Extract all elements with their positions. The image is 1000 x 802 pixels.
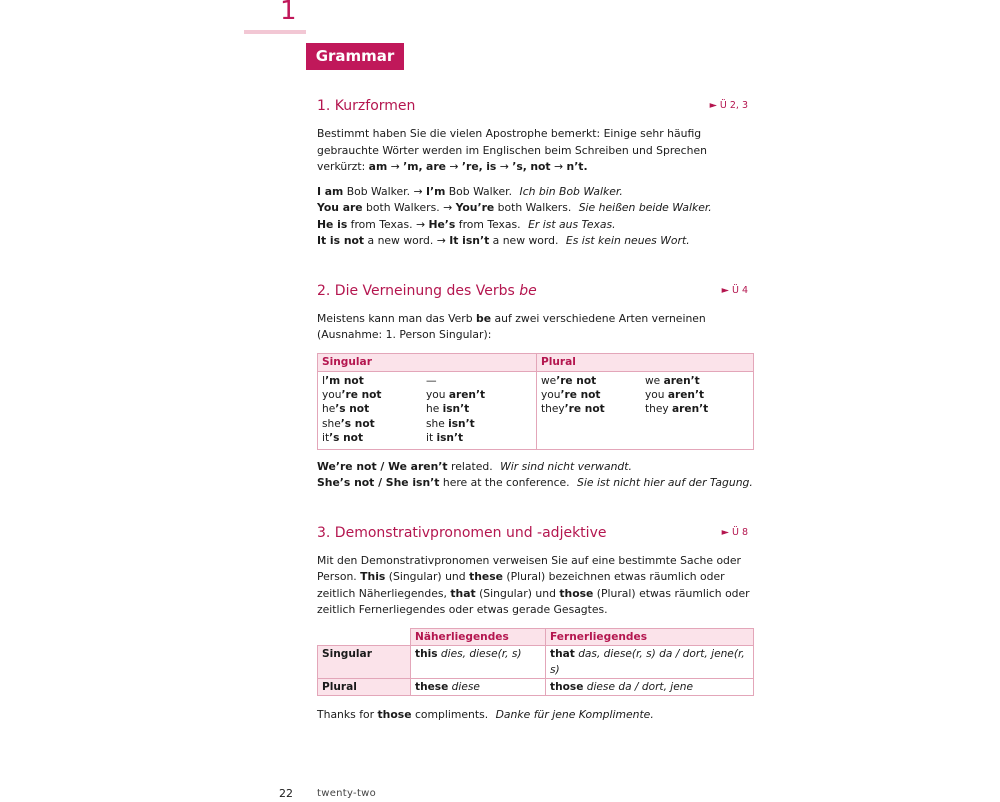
- table-cell: he isn’t: [426, 403, 470, 416]
- section-1-intro: Bestimmt haben Sie die vielen Apostrophe bemerkt: Einige sehr häufig gebrauchte Wörter werden im Englischen beim Schreiben und Sprechen verkürzt: am → ’m, are → ’re, is → ’s, not → n’t.: [317, 127, 707, 173]
- table-cell: that das, diese(r, s) da / dort, jene(r, s): [546, 645, 754, 678]
- page-number-words: twenty-two: [317, 788, 377, 799]
- be-negation-table: [317, 353, 754, 450]
- table-cell: she’s not: [322, 417, 375, 430]
- table-header-singular: Singular: [318, 353, 537, 371]
- section-3-exercise-ref: ► Ü 8: [721, 526, 748, 538]
- unit-number: 1: [280, 0, 297, 26]
- table-cell: you aren’t: [645, 388, 705, 401]
- example-line: It is not a new word. → It isn’t a new word. Es ist kein neues Wort.: [317, 234, 690, 247]
- table-cell: we aren’t: [645, 374, 700, 387]
- table-cell: you’re not: [541, 388, 601, 401]
- example-line: We’re not / We aren’t related. Wir sind nicht verwandt.: [317, 459, 632, 473]
- example-line: You are both Walkers. → You’re both Walkers. Sie heißen beide Walker.: [317, 201, 712, 214]
- section-1-header: [317, 94, 754, 118]
- section-3-example: Thanks for those compliments. Danke für jene Komplimente.: [317, 707, 654, 721]
- table-cell: these diese: [411, 678, 546, 695]
- singular-short-forms: [318, 371, 423, 449]
- unit-number-underline: [244, 30, 306, 34]
- table-cell: they’re not: [541, 403, 605, 416]
- table-cell: he’s not: [322, 403, 370, 416]
- table-cell: those diese da / dort, jene: [546, 678, 754, 695]
- page-number: 22: [279, 787, 293, 800]
- singular-nt-forms: [422, 371, 537, 449]
- table-row: [318, 645, 754, 678]
- section-1-exercise-ref: ► Ü 2, 3: [709, 100, 748, 111]
- table-row: [318, 678, 754, 695]
- section-3-intro: Mit den Demonstrativpronomen verweisen Sie auf eine bestimmte Sache oder Person. This (Singular) und these (Plural) bezeichnen etwas räumlich oder zeitlich Näherliegendes, that (Singular) und those (Plural) etwas räumlich oder zeitlich Fernerliegendes oder etwas gerade Gesagtes.: [317, 553, 750, 617]
- table-cell: this dies, diese(r, s): [411, 645, 546, 678]
- grammar-tag: Grammar: [306, 43, 404, 70]
- example-line: I am Bob Walker. → I’m Bob Walker. Ich bin Bob Walker.: [317, 184, 623, 198]
- section-1-title: 1. Kurzformen: [317, 98, 416, 114]
- table-cell: I’m not: [322, 374, 364, 387]
- row-label-plural: Plural: [318, 678, 411, 695]
- table-corner: [318, 628, 411, 645]
- table-header-near: Näherliegendes: [411, 628, 546, 645]
- table-cell: they aren’t: [645, 403, 709, 416]
- section-2-title: 2. Die Verneinung des Verbs be: [317, 282, 537, 299]
- section-3-header: [317, 521, 754, 545]
- table-cell: she isn’t: [426, 417, 475, 430]
- table-cell: it’s not: [322, 432, 364, 445]
- example-line: She’s not / She isn’t here at the conference. Sie ist nicht hier auf der Tagung.: [317, 476, 753, 490]
- section-2-header: [317, 279, 754, 303]
- table-cell: —: [426, 374, 437, 387]
- plural-short-forms: [537, 371, 642, 449]
- table-header-far: Fernerliegendes: [546, 628, 754, 645]
- table-cell: it isn’t: [426, 432, 464, 445]
- section-2-exercise-ref: ► Ü 4: [721, 284, 748, 296]
- table-cell: you’re not: [322, 388, 382, 401]
- row-label-singular: Singular: [318, 645, 411, 678]
- section-3-title: 3. Demonstrativpronomen und -adjektive: [317, 524, 607, 541]
- demonstratives-table: [317, 628, 754, 696]
- table-cell: we’re not: [541, 374, 597, 387]
- plural-nt-forms: [641, 371, 754, 449]
- section-1-examples: [317, 184, 754, 250]
- table-header-plural: Plural: [537, 353, 754, 371]
- section-2-examples: [317, 459, 754, 492]
- example-line: He is from Texas. → He’s from Texas. Er ist aus Texas.: [317, 217, 616, 231]
- page-content: [317, 94, 754, 723]
- section-2-intro: Meistens kann man das Verb be auf zwei verschiedene Arten verneinen (Ausnahme: 1. Person Singular):: [317, 311, 706, 341]
- table-cell: you aren’t: [426, 388, 486, 401]
